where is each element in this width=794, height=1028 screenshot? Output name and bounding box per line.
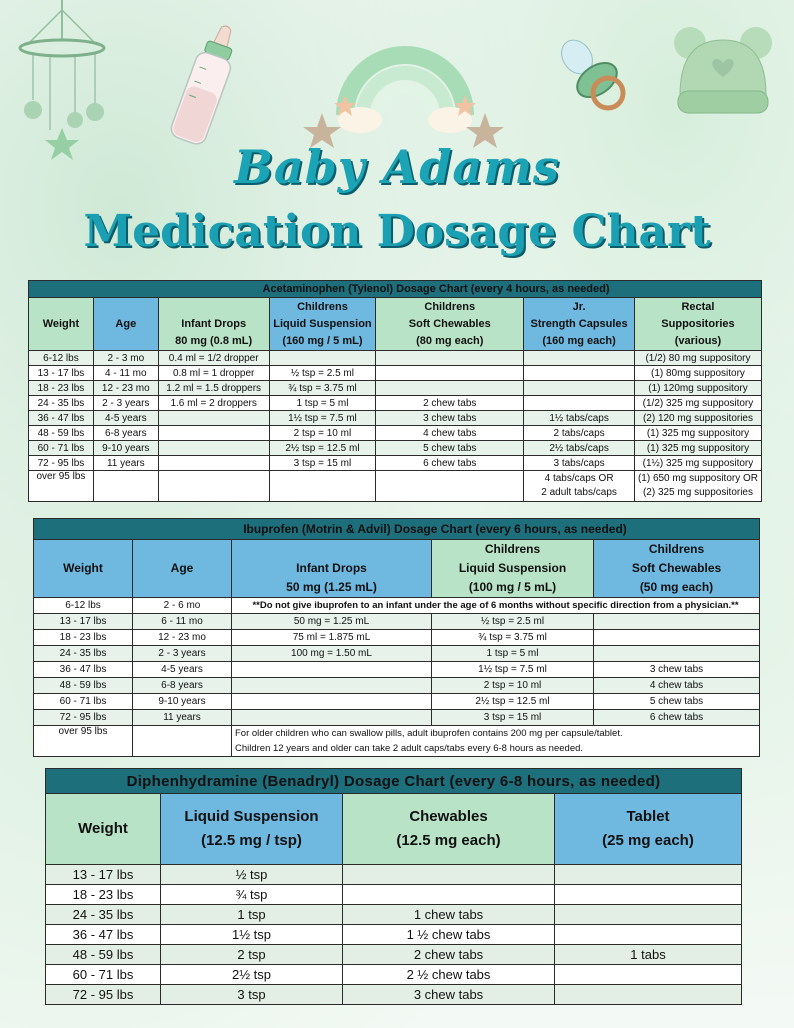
age-cell: 4-5 years	[93, 411, 158, 426]
suppository-cell: (1) 325 mg suppository	[634, 426, 761, 441]
capsules-cell: 3 tabs/caps	[524, 456, 635, 471]
liquid-suspension-cell: 3 tsp = 15 ml	[269, 456, 376, 471]
chewables-cell	[343, 865, 555, 885]
header-age: Age	[93, 298, 158, 351]
infant-drops-cell	[158, 441, 269, 456]
chewables-cell: 2 ½ chew tabs	[343, 965, 555, 985]
weight-cell: 60 - 71 lbs	[29, 441, 94, 456]
table-row	[34, 598, 760, 614]
liquid-suspension-cell: 3 tsp	[161, 985, 343, 1005]
suppository-cell: (1) 650 mg suppository OR (2) 325 mg suppositories	[634, 471, 761, 502]
weight-cell: 48 - 59 lbs	[29, 426, 94, 441]
liquid-suspension-cell: ½ tsp = 2.5 ml	[269, 366, 376, 381]
header-liquid-suspension: Liquid Suspension (12.5 mg / tsp)	[161, 794, 343, 865]
age-cell: 11 years	[133, 710, 232, 726]
age-cell: 2 - 6 mo	[133, 598, 232, 614]
chewables-cell	[376, 381, 524, 396]
ibuprofen-table	[33, 518, 760, 757]
ibuprofen-caption: Ibuprofen (Motrin & Advil) Dosage Chart (every 6 hours, as needed)	[34, 519, 760, 540]
table-row	[46, 945, 742, 965]
suppository-cell: (1) 325 mg suppository	[634, 441, 761, 456]
table-row	[29, 441, 762, 456]
liquid-suspension-cell: 2 tsp = 10 ml	[269, 426, 376, 441]
ibuprofen-warning: **Do not give ibuprofen to an infant under the age of 6 months without specific direction from a physician.**	[232, 598, 760, 614]
capsules-cell	[524, 351, 635, 366]
baby-hat-icon	[668, 15, 778, 120]
header-infant-drops: Infant Drops 50 mg (1.25 mL)	[232, 540, 432, 598]
age-cell: 6-8 years	[133, 678, 232, 694]
table-row	[29, 471, 762, 502]
liquid-suspension-cell: 1½ tsp = 7.5 ml	[269, 411, 376, 426]
suppository-cell: (1½) 325 mg suppository	[634, 456, 761, 471]
chewables-cell: 6 chew tabs	[594, 710, 760, 726]
tablet-cell	[555, 905, 742, 925]
chewables-cell: 2 chew tabs	[343, 945, 555, 965]
table-row	[29, 366, 762, 381]
chewables-cell: 5 chew tabs	[594, 694, 760, 710]
infant-drops-cell: 0.4 ml = 1/2 dropper	[158, 351, 269, 366]
chewables-cell	[376, 366, 524, 381]
liquid-suspension-cell: 1½ tsp	[161, 925, 343, 945]
liquid-suspension-cell: ½ tsp = 2.5 ml	[432, 614, 594, 630]
weight-cell: 6-12 lbs	[29, 351, 94, 366]
liquid-suspension-cell: ¾ tsp = 3.75 ml	[432, 630, 594, 646]
infant-drops-cell: 1.6 ml = 2 droppers	[158, 396, 269, 411]
table-row	[34, 694, 760, 710]
tablet-cell	[555, 925, 742, 945]
liquid-suspension-cell: 1½ tsp = 7.5 ml	[432, 662, 594, 678]
table-row	[29, 396, 762, 411]
table-row	[29, 456, 762, 471]
chewables-cell	[594, 646, 760, 662]
chewables-cell: 4 chew tabs	[594, 678, 760, 694]
title-chart-name: Medication Dosage Chart	[83, 206, 711, 257]
header-weight: Weight	[34, 540, 133, 598]
table-row	[29, 411, 762, 426]
age-cell: 6 - 11 mo	[133, 614, 232, 630]
suppository-cell: (1) 80mg suppository	[634, 366, 761, 381]
tablet-cell	[555, 885, 742, 905]
chewables-cell: 3 chew tabs	[376, 411, 524, 426]
table-row	[29, 426, 762, 441]
weight-cell: 72 - 95 lbs	[34, 710, 133, 726]
ibuprofen-note: For older children who can swallow pills, adult ibuprofen contains 200 mg per capsule/tablet. Children 12 years and older can take 2 adult caps/tabs every 6-8 hours as needed.	[232, 726, 760, 757]
weight-cell: 60 - 71 lbs	[46, 965, 161, 985]
infant-drops-cell	[158, 426, 269, 441]
capsules-cell: 4 tabs/caps OR 2 adult tabs/caps	[524, 471, 635, 502]
chewables-cell: 6 chew tabs	[376, 456, 524, 471]
tablet-cell	[555, 985, 742, 1005]
rainbow-icon	[300, 5, 510, 150]
title-baby-name: Baby Adams	[234, 140, 560, 194]
diphenhydramine-caption: Diphenhydramine (Benadryl) Dosage Chart (every 6-8 hours, as needed)	[46, 769, 742, 794]
age-cell: 4-5 years	[133, 662, 232, 678]
weight-cell: 18 - 23 lbs	[29, 381, 94, 396]
liquid-suspension-cell: 2½ tsp = 12.5 ml	[269, 441, 376, 456]
table-row	[34, 710, 760, 726]
suppository-cell: (1) 120mg suppository	[634, 381, 761, 396]
suppository-cell: (1/2) 80 mg suppository	[634, 351, 761, 366]
header-age: Age	[133, 540, 232, 598]
table-row	[46, 985, 742, 1005]
weight-cell: 6-12 lbs	[34, 598, 133, 614]
infant-drops-cell	[158, 456, 269, 471]
baby-mobile-icon	[15, 0, 110, 160]
table-row	[46, 865, 742, 885]
capsules-cell: 1½ tabs/caps	[524, 411, 635, 426]
liquid-suspension-cell: ½ tsp	[161, 865, 343, 885]
capsules-cell	[524, 381, 635, 396]
ibuprofen-header-row	[34, 540, 760, 598]
weight-cell: 18 - 23 lbs	[34, 630, 133, 646]
chewables-cell: 2 chew tabs	[376, 396, 524, 411]
chewables-cell: 1 ½ chew tabs	[343, 925, 555, 945]
capsules-cell: 2½ tabs/caps	[524, 441, 635, 456]
age-cell: 2 - 3 years	[93, 396, 158, 411]
suppository-cell: (1/2) 325 mg suppository	[634, 396, 761, 411]
header-capsules: Jr. Strength Capsules (160 mg each)	[524, 298, 635, 351]
weight-cell: 48 - 59 lbs	[46, 945, 161, 965]
liquid-suspension-cell: ¾ tsp	[161, 885, 343, 905]
tablet-cell: 1 tabs	[555, 945, 742, 965]
chewables-cell: 1 chew tabs	[343, 905, 555, 925]
acetaminophen-header-row	[29, 298, 762, 351]
infant-drops-cell	[232, 678, 432, 694]
table-row	[46, 965, 742, 985]
table-row	[34, 630, 760, 646]
chewables-cell: 4 chew tabs	[376, 426, 524, 441]
tablet-cell	[555, 965, 742, 985]
table-row	[46, 905, 742, 925]
header-soft-chewables: Childrens Soft Chewables (50 mg each)	[594, 540, 760, 598]
capsules-cell	[524, 366, 635, 381]
liquid-suspension-cell: 1 tsp = 5 ml	[269, 396, 376, 411]
weight-cell: 36 - 47 lbs	[29, 411, 94, 426]
age-cell: 4 - 11 mo	[93, 366, 158, 381]
weight-cell: 60 - 71 lbs	[34, 694, 133, 710]
weight-cell: 13 - 17 lbs	[34, 614, 133, 630]
table-row	[29, 381, 762, 396]
table-row	[34, 678, 760, 694]
diphenhydramine-header-row	[46, 794, 742, 865]
infant-drops-cell	[158, 411, 269, 426]
acetaminophen-caption: Acetaminophen (Tylenol) Dosage Chart (every 4 hours, as needed)	[29, 281, 762, 298]
capsules-cell: 2 tabs/caps	[524, 426, 635, 441]
age-cell: 11 years	[93, 456, 158, 471]
capsules-cell	[524, 396, 635, 411]
chewables-cell	[594, 614, 760, 630]
age-cell: 12 - 23 mo	[93, 381, 158, 396]
infant-drops-cell	[232, 710, 432, 726]
table-row	[34, 614, 760, 630]
header-infant-drops: Infant Drops 80 mg (0.8 mL)	[158, 298, 269, 351]
header-soft-chewables: Childrens Soft Chewables (80 mg each)	[376, 298, 524, 351]
header-chewables: Chewables (12.5 mg each)	[343, 794, 555, 865]
chewables-cell: 3 chew tabs	[594, 662, 760, 678]
liquid-suspension-cell: 2½ tsp	[161, 965, 343, 985]
header-tablet: Tablet (25 mg each)	[555, 794, 742, 865]
liquid-suspension-cell: 2 tsp	[161, 945, 343, 965]
age-cell: 6-8 years	[93, 426, 158, 441]
chewables-cell: 5 chew tabs	[376, 441, 524, 456]
table-row	[29, 351, 762, 366]
weight-cell: 18 - 23 lbs	[46, 885, 161, 905]
header-liquid-suspension: Childrens Liquid Suspension (100 mg / 5 mL)	[432, 540, 594, 598]
table-row	[46, 885, 742, 905]
chewables-cell	[343, 885, 555, 905]
chewables-cell: 3 chew tabs	[343, 985, 555, 1005]
infant-drops-cell: 1.2 ml = 1.5 droppers	[158, 381, 269, 396]
header-liquid-suspension: Childrens Liquid Suspension (160 mg / 5 mL)	[269, 298, 376, 351]
chewables-cell	[594, 630, 760, 646]
liquid-suspension-cell: 3 tsp = 15 ml	[432, 710, 594, 726]
weight-cell: over 95 lbs	[29, 471, 94, 502]
acetaminophen-table	[28, 280, 762, 502]
infant-drops-cell: 0.8 ml = 1 dropper	[158, 366, 269, 381]
weight-cell: over 95 lbs	[34, 726, 133, 757]
diphenhydramine-table	[45, 768, 742, 1005]
weight-cell: 48 - 59 lbs	[34, 678, 133, 694]
age-cell: 2 - 3 mo	[93, 351, 158, 366]
liquid-suspension-cell: ¾ tsp = 3.75 ml	[269, 381, 376, 396]
liquid-suspension-cell	[269, 351, 376, 366]
age-cell: 9-10 years	[133, 694, 232, 710]
header-weight: Weight	[29, 298, 94, 351]
infant-drops-cell: 50 mg = 1.25 mL	[232, 614, 432, 630]
weight-cell: 36 - 47 lbs	[34, 662, 133, 678]
infant-drops-cell: 75 ml = 1.875 mL	[232, 630, 432, 646]
infant-drops-cell	[232, 694, 432, 710]
weight-cell: 36 - 47 lbs	[46, 925, 161, 945]
pacifier-icon	[552, 35, 637, 115]
liquid-suspension-cell: 2 tsp = 10 ml	[432, 678, 594, 694]
age-cell: 12 - 23 mo	[133, 630, 232, 646]
header-weight: Weight	[46, 794, 161, 865]
age-cell: 2 - 3 years	[133, 646, 232, 662]
infant-drops-cell: 100 mg = 1.50 mL	[232, 646, 432, 662]
table-row	[34, 662, 760, 678]
weight-cell: 24 - 35 lbs	[34, 646, 133, 662]
liquid-suspension-cell: 1 tsp = 5 ml	[432, 646, 594, 662]
header-suppositories: Rectal Suppositories (various)	[634, 298, 761, 351]
table-row	[34, 646, 760, 662]
weight-cell: 72 - 95 lbs	[29, 456, 94, 471]
baby-bottle-icon	[160, 20, 250, 155]
infant-drops-cell	[232, 662, 432, 678]
tablet-cell	[555, 865, 742, 885]
table-row	[34, 726, 760, 757]
weight-cell: 13 - 17 lbs	[29, 366, 94, 381]
table-row	[46, 925, 742, 945]
weight-cell: 13 - 17 lbs	[46, 865, 161, 885]
age-cell: 9-10 years	[93, 441, 158, 456]
liquid-suspension-cell: 1 tsp	[161, 905, 343, 925]
chewables-cell	[376, 351, 524, 366]
weight-cell: 72 - 95 lbs	[46, 985, 161, 1005]
suppository-cell: (2) 120 mg suppositories	[634, 411, 761, 426]
liquid-suspension-cell: 2½ tsp = 12.5 ml	[432, 694, 594, 710]
weight-cell: 24 - 35 lbs	[29, 396, 94, 411]
weight-cell: 24 - 35 lbs	[46, 905, 161, 925]
